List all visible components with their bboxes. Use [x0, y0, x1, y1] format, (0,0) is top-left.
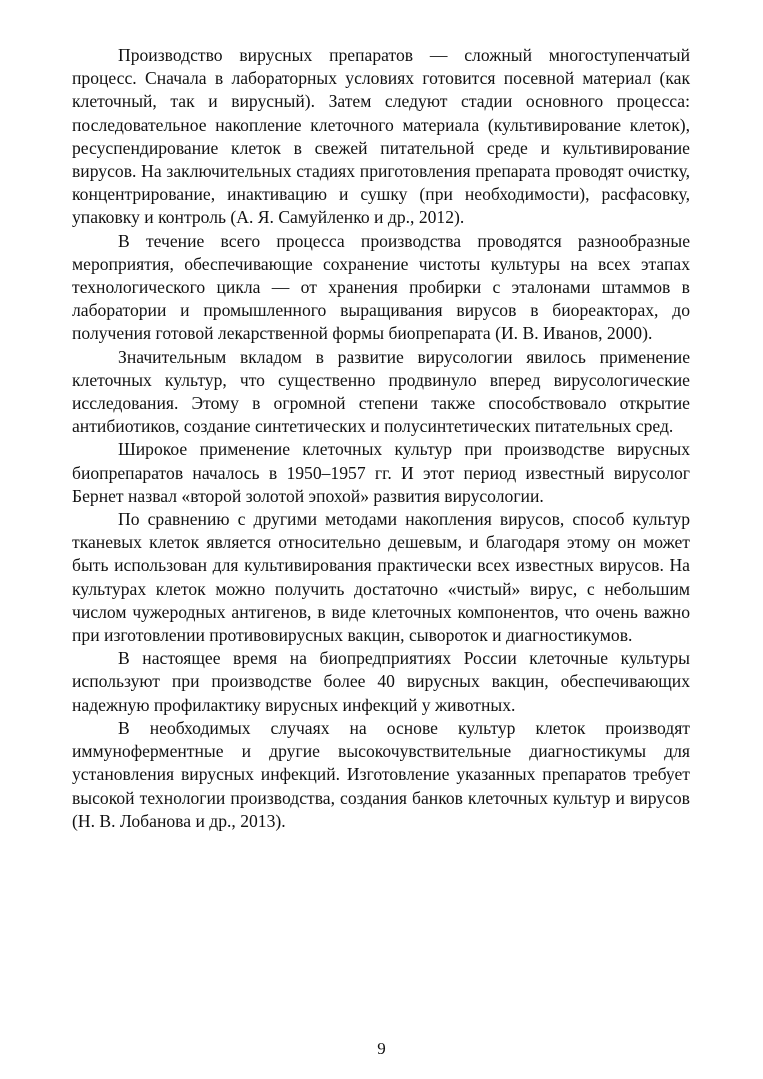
paragraph-7: В необходимых случаях на основе культур клеток производят иммуноферментные и другие высокочувствительные диагностикумы для установления вирусных инфекций. Изготовление указанных препаратов требует высокой технологии производства, создания банков клеточных культур и вирусов (Н. В. Лобанова и др., 2013). — [72, 717, 690, 831]
paragraph-2: В течение всего процесса производства проводятся разнообразные мероприятия, обеспечивающие сохранение чистоты культуры на всех этапах технологического цикла — от хранения пробирки с эталонами штаммов в лаборатории и промышленного выращивания вирусов в биореакторах, до получения готовой лекарственной формы биопрепарата (И. В. Иванов, 2000). — [72, 230, 690, 344]
page-number: 9 — [377, 1039, 386, 1058]
paragraph-3: Значительным вкладом в развитие вирусологии явилось применение клеточных культур, что существенно продвинуло вперед вирусологические исследования. Этому в огромной степени также способствовало открытие антибиотиков, создание синтетических и полусинтетических питательных сред. — [72, 346, 690, 437]
paragraph-1: Производство вирусных препаратов — сложный многоступенчатый процесс. Сначала в лабораторных условиях готовится посевной материал (как клеточный, так и вирусный). Затем следуют стадии основного процесса: последовательное накопление клеточного материала (культивирование клеток), ресуспендирование клеток в свежей питательной среде и культивирование вирусов. На заключительных стадиях приготовления препарата проводят очистку, концентрирование, инактивацию и сушку (при необходимости), расфасовку, упаковку и контроль (А. Я. Самуйленко и др., 2012). — [72, 45, 690, 228]
paragraph-4: Широкое применение клеточных культур при производстве вирусных биопрепаратов началось в 1950–1957 гг. И этот период известный вирусолог Бернет назвал «второй золотой эпохой» развития вирусологии. — [72, 439, 690, 506]
paragraph-5: По сравнению с другими методами накопления вирусов, способ культур тканевых клеток является относительно дешевым, и благодаря этому он может быть использован для культивирования практически всех известных вирусов. На культурах клеток можно получить достаточно «чистый» вирус, с небольшим числом чужеродных антигенов, в виде клеточных компонентов, что очень важно при изготовлении противовирусных вакцин, сывороток и диагностикумов. — [72, 509, 690, 646]
body-text — [72, 44, 690, 833]
paragraph-6: В настоящее время на биопредприятиях России клеточные культуры используют при производстве более 40 вирусных вакцин, обеспечивающих надежную профилактику вирусных инфекций у животных. — [72, 648, 690, 715]
